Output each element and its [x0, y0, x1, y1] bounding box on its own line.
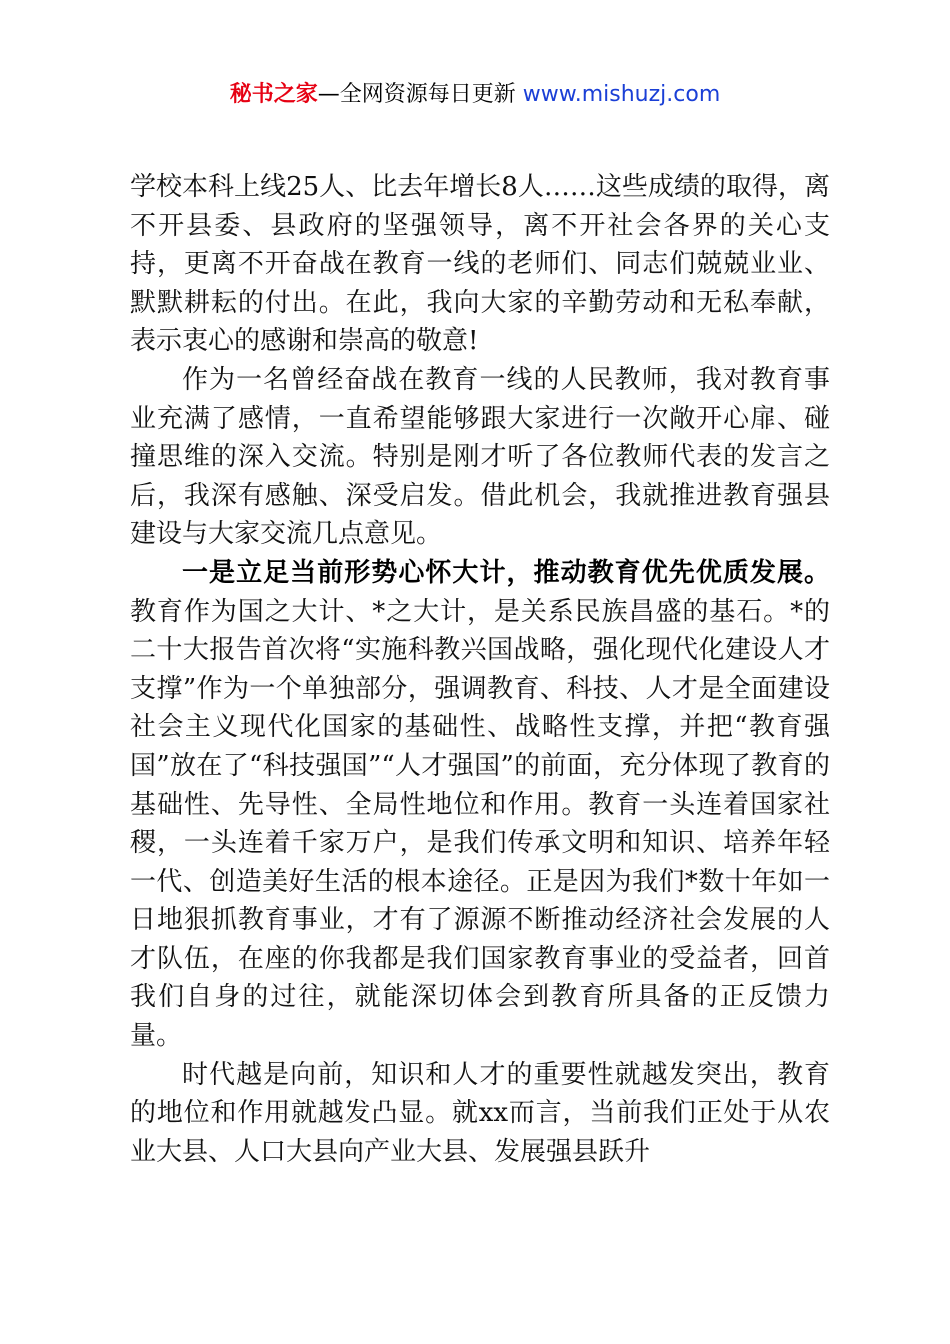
site-brand: 秘书之家	[229, 82, 318, 107]
document-body	[130, 168, 830, 1171]
section-heading: 一是立足当前形势心怀大计，推动教育优先优质发展。	[182, 557, 830, 588]
section-body: 教育作为国之大计、*之大计，是关系民族昌盛的基石。*的二十大报告首次将“实施科教兴国战略，强化现代化建设人才支撑”作为一个单独部分，强调教育、科技、人才是全面建设社会主义现代化国家的基础性、战略性支撑，并把“教育强国”放在了“科技强国”“人才强国”的前面，充分体现了教育的基础性、先导性、全局性地位和作用。教育一头连着国家社稷，一头连着千家万户，是我们传承文明和知识、培养年轻一代、创造美好生活的根本途径。正是因为我们*数十年如一日地狠抓教育事业，才有了源源不断推动经济社会发展的人才队伍，在座的你我都是我们国家教育事业的受益者，回首我们自身的过往，就能深切体会到教育所具备的正反馈力量。	[130, 596, 830, 1052]
paragraph: 作为一名曾经奋战在教育一线的人民教师，我对教育事业充满了感情，一直希望能够跟大家进行一次敞开心扉、碰撞思维的深入交流。特别是刚才听了各位教师代表的发言之后，我深有感触、深受启发。借此机会，我就推进教育强县建设与大家交流几点意见。	[130, 364, 830, 550]
site-tagline: —全网资源每日更新	[317, 82, 516, 107]
paragraph-section-one	[130, 554, 830, 1056]
page-header	[0, 78, 950, 112]
paragraph: 时代越是向前，知识和人才的重要性就越发突出，教育的地位和作用就越发凸显。就xx而言，当前我们正处于从农业大县、人口大县向产业大县、发展强县跃升	[130, 1059, 830, 1167]
paragraph-continued: 学校本科上线25人、比去年增长8人……这些成绩的取得，离不开县委、县政府的坚强领导，离不开社会各界的关心支持，更离不开奋战在教育一线的老师们、同志们兢兢业业、默默耕耘的付出。在此，我向大家的辛勤劳动和无私奉献，表示衷心的感谢和崇高的敬意!	[130, 172, 830, 357]
site-url-link[interactable]: www.mishuzj.com	[522, 82, 721, 107]
